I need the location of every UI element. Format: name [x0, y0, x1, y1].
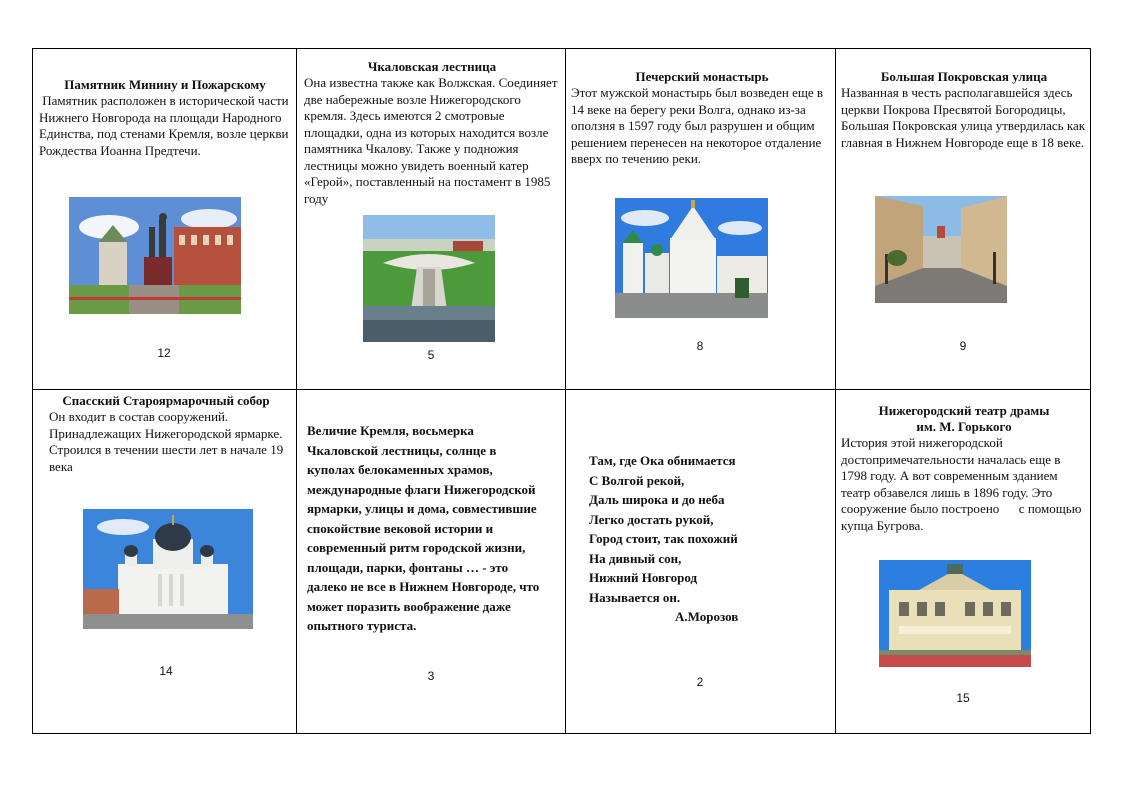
- card-description: Он входит в состав сооружений. Принадлежащих Нижегородской ярмарке. Строился в течении шести лет в начале 19 века: [49, 409, 284, 474]
- card-number: 3: [427, 669, 435, 683]
- spassky-cathedral-photo: [83, 509, 253, 629]
- poem-line: Нижний Новгород: [589, 570, 698, 585]
- poem-line: Легко достать рукой,: [589, 511, 714, 527]
- card-title: Спасский Староярмарочный собор: [62, 393, 270, 408]
- grid-line: [835, 49, 836, 733]
- card-minin-pozharsky: [39, 77, 291, 159]
- poem-line: С Волгой рекой,: [589, 472, 685, 488]
- card-title: Чкаловская лестница: [367, 59, 497, 74]
- card-spassky-cathedral: [39, 393, 293, 475]
- poem-text: [589, 451, 825, 627]
- card-number: 5: [427, 348, 435, 362]
- poem-line: Даль широка и до неба: [589, 492, 725, 507]
- card-title-line-2: им. М. Горького: [916, 419, 1012, 434]
- pechersky-monastery-photo: [615, 198, 768, 318]
- bolshaya-pokrovskaya-street-photo: [875, 196, 1007, 303]
- card-description: История этой нижегородской достопримечательности началась еще в 1798 году. А вот современным зданием театр обзавелся лишь в 1896 году. Это сооружение было построено с помощью купца Бугрова.: [841, 435, 1085, 533]
- grid-line: [296, 49, 297, 733]
- card-title: Печерский монастырь: [635, 69, 769, 84]
- card-title: Большая Покровская улица: [880, 69, 1048, 84]
- card-description: Названная в честь располагавшейся здесь церкви Покрова Пресвятой Богородицы, Большая Покровская улица утвердилась как главная в Нижнем Новгороде еще в 18 веке.: [841, 85, 1086, 150]
- card-kremlin-text: [307, 421, 545, 636]
- cards-sheet: [32, 48, 1091, 734]
- poem-author: А.Морозов: [675, 609, 739, 624]
- card-number: 9: [959, 339, 967, 353]
- card-number: 15: [956, 691, 970, 705]
- card-chkalov-staircase: [304, 59, 560, 207]
- card-pechersky-monastery: [571, 69, 833, 168]
- card-description: Этот мужской монастырь был возведен еще в 14 веке на берегу реки Волга, однако из-за оползня в 1597 году был разрушен и общим решением перенесен на некоторое отдаление вверх по течению реки.: [571, 85, 824, 166]
- poem-line: Называется он.: [589, 589, 681, 605]
- poem-line: На дивный сон,: [589, 550, 682, 566]
- card-number: 2: [696, 675, 704, 689]
- card-title: Памятник Минину и Пожарскому: [64, 77, 266, 92]
- card-description: Она известна также как Волжская. Соединяет две набережные возле Нижегородского кремля. Здесь имеются 2 смотровые площадки, одна из которых находится возле памятника Чкалову. Также у подножия лестницы можно увидеть военный катер «Герой», поставленный на постамент в 1985 году: [304, 75, 558, 206]
- minin-pozharsky-monument-photo: [69, 197, 241, 314]
- card-poem: [589, 451, 825, 627]
- chkalov-staircase-photo: [363, 215, 495, 342]
- card-number: 14: [159, 664, 173, 678]
- poem-line: Там, где Ока обнимается: [589, 453, 736, 468]
- grid-line: [565, 49, 566, 733]
- card-number: 8: [696, 339, 704, 353]
- card-description: Величие Кремля, восьмерка Чкаловской лестницы, солнце в куполах белокаменных храмов, международные флаги Нижегородской ярмарки, улицы и дома, совместившие спокойствие вековой истории и современный ритм городской жизни, площади, парки, фонтаны … - это далеко не все в Нижнем Новгороде, что может поразить воображение даже опытного туриста.: [307, 423, 540, 633]
- card-gorky-theatre: [841, 403, 1087, 534]
- card-description: Памятник расположен в исторической части Нижнего Новгорода на площади Народного Единства, под стенами Кремля, возле церкви Рождества Иоанна Предтечи.: [39, 93, 292, 158]
- grid-line: [33, 389, 1090, 390]
- poem-line: Город стоит, так похожий: [589, 531, 738, 546]
- card-bolshaya-pokrovskaya: [841, 69, 1087, 151]
- gorky-drama-theatre-photo: [879, 560, 1031, 667]
- card-number: 12: [157, 346, 171, 360]
- card-title-line-1: Нижегородский театр драмы: [878, 403, 1050, 418]
